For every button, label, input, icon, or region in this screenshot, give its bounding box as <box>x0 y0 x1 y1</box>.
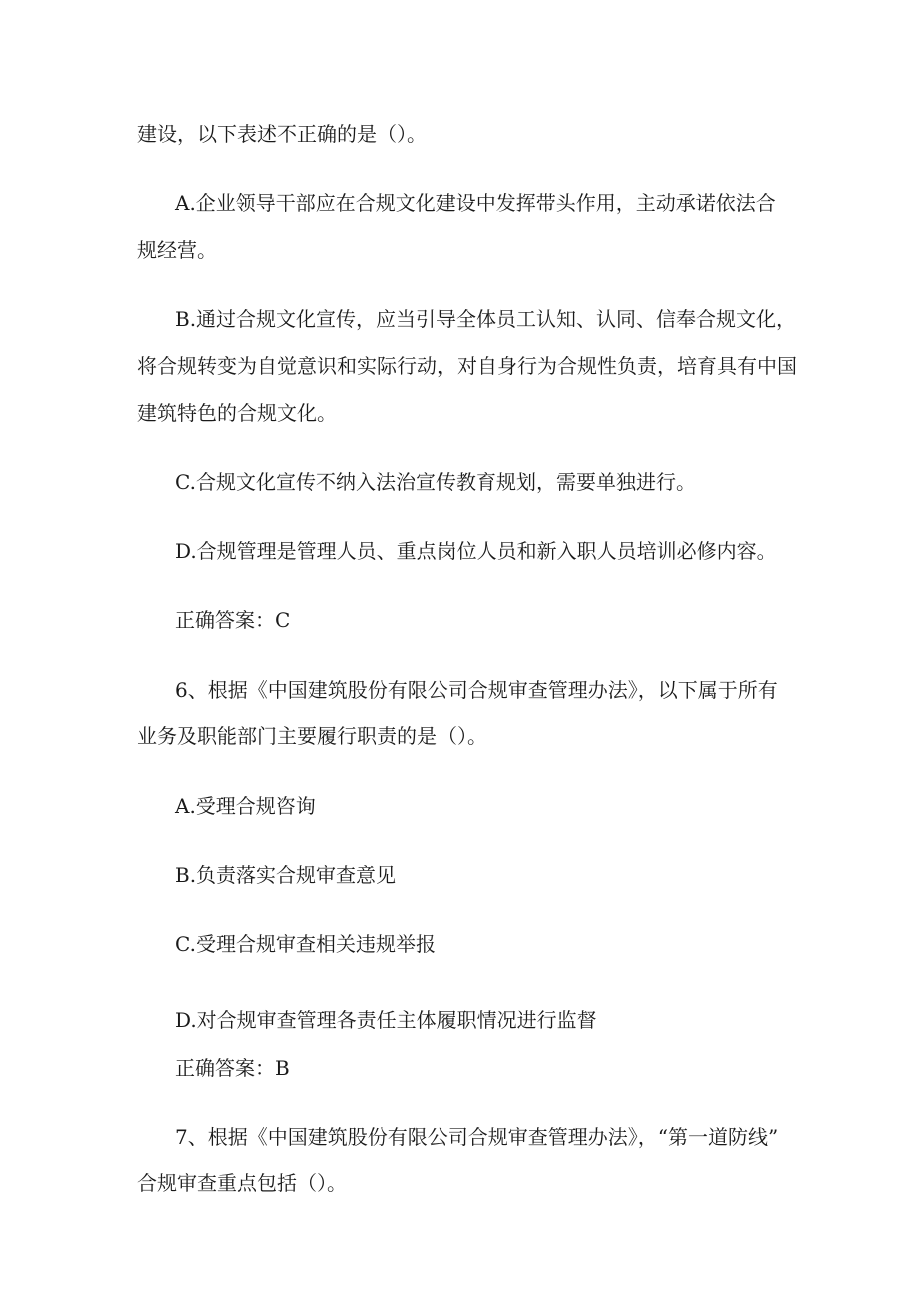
q5-option-c: C.合规文化宣传不纳入法治宣传教育规划，需要单独进行。 <box>175 470 696 494</box>
q6-option-b: B.负责落实合规审查意见 <box>175 863 397 887</box>
q6-stem-line2: 业务及职能部门主要履行职责的是（）。 <box>137 724 487 748</box>
q5-answer: 正确答案：C <box>175 608 291 632</box>
q6-stem-line1: 6、根据《中国建筑股份有限公司合规审查管理办法》，以下属于所有 <box>175 678 778 702</box>
q7-stem-line2: 合规审查重点包括（）。 <box>137 1171 347 1195</box>
q5-stem-tail: 建设，以下表述不正确的是（）。 <box>137 122 427 146</box>
q5-option-b-line3: 建筑特色的合规文化。 <box>137 401 337 425</box>
q6-answer: 正确答案：B <box>175 1056 290 1080</box>
q5-option-b-line1: B.通过合规文化宣传，应当引导全体员工认知、认同、信奉合规文化， <box>175 307 797 331</box>
q5-option-b-line2: 将合规转变为自觉意识和实际行动，对自身行为合规性负责，培育具有中国 <box>137 354 797 378</box>
q7-stem-line1: 7、根据《中国建筑股份有限公司合规审查管理办法》，“第一道防线” <box>175 1125 779 1149</box>
q5-option-a-line2: 规经营。 <box>137 238 217 262</box>
q5-option-d: D.合规管理是管理人员、重点岗位人员和新入职人员培训必修内容。 <box>175 539 777 563</box>
q5-option-a-line1: A.企业领导干部应在合规文化建设中发挥带头作用，主动承诺依法合 <box>175 191 776 215</box>
q6-option-a: A.受理合规咨询 <box>175 794 316 818</box>
q6-option-c: C.受理合规审查相关违规举报 <box>175 932 436 956</box>
q6-option-d: D.对合规审查管理各责任主体履职情况进行监督 <box>175 1008 597 1032</box>
